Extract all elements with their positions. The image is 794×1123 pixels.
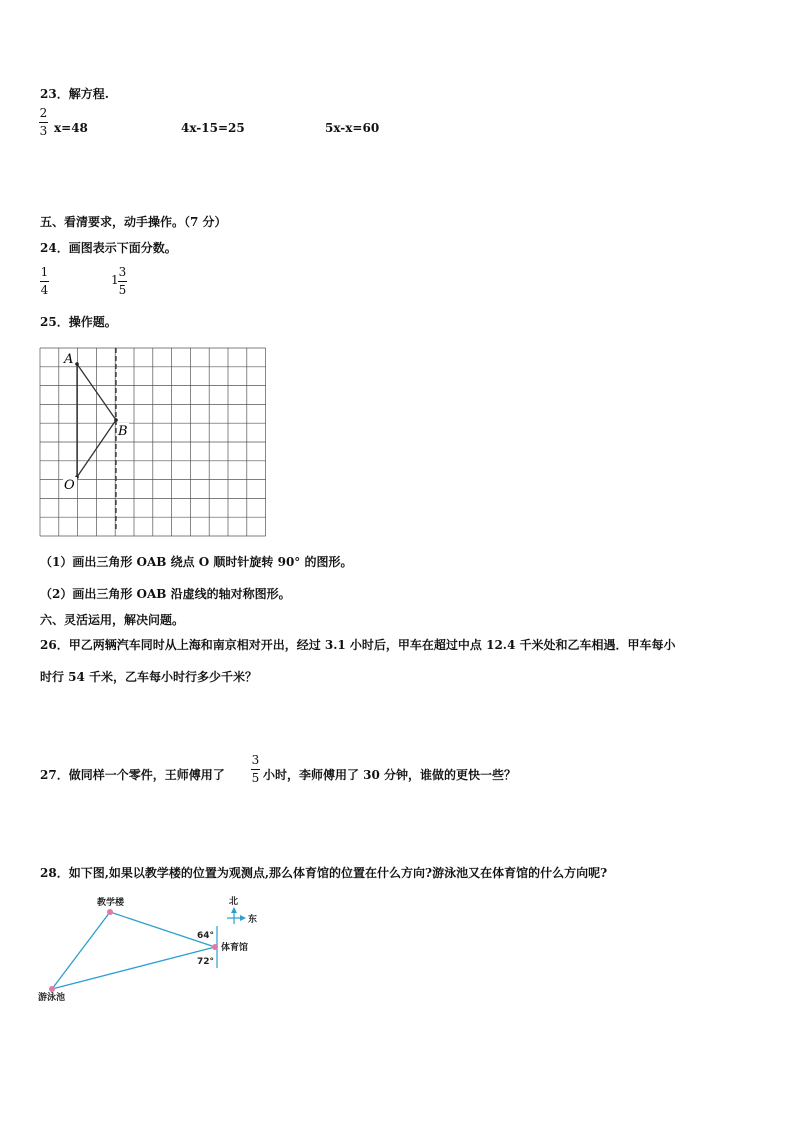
q27-fraction (251, 753, 260, 786)
angle-64-label: 64° (197, 931, 215, 941)
q27-numerator: 3 (251, 753, 260, 767)
school-label: 教学楼 (97, 898, 125, 908)
segment-school-pool (52, 912, 110, 989)
q23-eq1-numerator: 2 (39, 106, 48, 120)
q27-text-after: 小时，李师傅用了 30 分钟，谁做的更快一些？ (263, 768, 517, 782)
gym-point (212, 944, 218, 950)
q25-task2: （2）画出三角形 OAB 沿虚线的轴对称图形。 (40, 587, 291, 601)
point-a-dot (75, 362, 79, 366)
segment-school-gym (110, 912, 215, 947)
q26-line1: 26．甲乙两辆汽车同时从上海和南京相对开出，经过 3.1 小时后，甲车在超过中点 12.4 千米处和乙车相遇．甲车每小 (40, 638, 676, 652)
q26-line2: 时行 54 千米，乙车每小时行多少千米？ (40, 670, 258, 684)
compass-north-label: 北 (229, 897, 239, 907)
compass-east-label: 东 (248, 915, 258, 925)
q23-eq1-denominator: 3 (39, 124, 48, 138)
q25-title: 25．操作题。 (40, 315, 117, 329)
q28-direction-figure (30, 890, 270, 1020)
point-o-label: O (64, 478, 75, 493)
section5-title: 五、看清要求，动手操作。（7 分） (40, 215, 227, 229)
section6-title: 六、灵活运用，解决问题。 (40, 613, 185, 627)
q24-frac1 (40, 265, 49, 298)
compass-north-arrowhead (231, 907, 237, 913)
q24-frac1-denominator: 4 (40, 283, 49, 297)
school-point (107, 909, 113, 915)
q23-title: 23．解方程. (40, 87, 109, 101)
q23-eq3: 5x-x=60 (325, 121, 380, 135)
q24-frac1-numerator: 1 (40, 265, 49, 279)
q24-frac2-numerator: 3 (118, 265, 127, 279)
q23-eq1-rest: x=48 (54, 121, 88, 135)
q23-eq1-fraction (39, 106, 48, 139)
q24-frac2-denominator: 5 (118, 283, 127, 297)
q24-frac2 (118, 265, 127, 298)
q24-frac2-whole: 1 (111, 273, 119, 287)
gym-label: 体育馆 (221, 943, 249, 953)
q24-title: 24．画图表示下面分数。 (40, 241, 177, 255)
q23-eq2: 4x-15=25 (181, 121, 245, 135)
q25-task1: （1）画出三角形 OAB 绕点 O 顺时针旋转 90° 的图形。 (40, 555, 353, 569)
point-b-dot (114, 418, 118, 422)
compass-east-arrowhead (240, 915, 246, 921)
segment-pool-gym (52, 947, 215, 989)
q28-title: 28．如下图,如果以教学楼的位置为观测点,那么体育馆的位置在什么方向?游泳池又在体育馆的什么方向呢? (40, 866, 608, 880)
pool-label: 游泳池 (38, 993, 66, 1003)
q25-grid-figure (38, 346, 266, 534)
grid-lines (40, 348, 266, 536)
pool-point (49, 986, 55, 992)
point-a-label: A (64, 352, 74, 367)
q27-text-before: 27．做同样一个零件，王师傅用了 (40, 768, 225, 782)
q27-denominator: 5 (251, 771, 260, 785)
angle-72-label: 72° (197, 957, 215, 967)
point-b-label: B (118, 424, 128, 439)
